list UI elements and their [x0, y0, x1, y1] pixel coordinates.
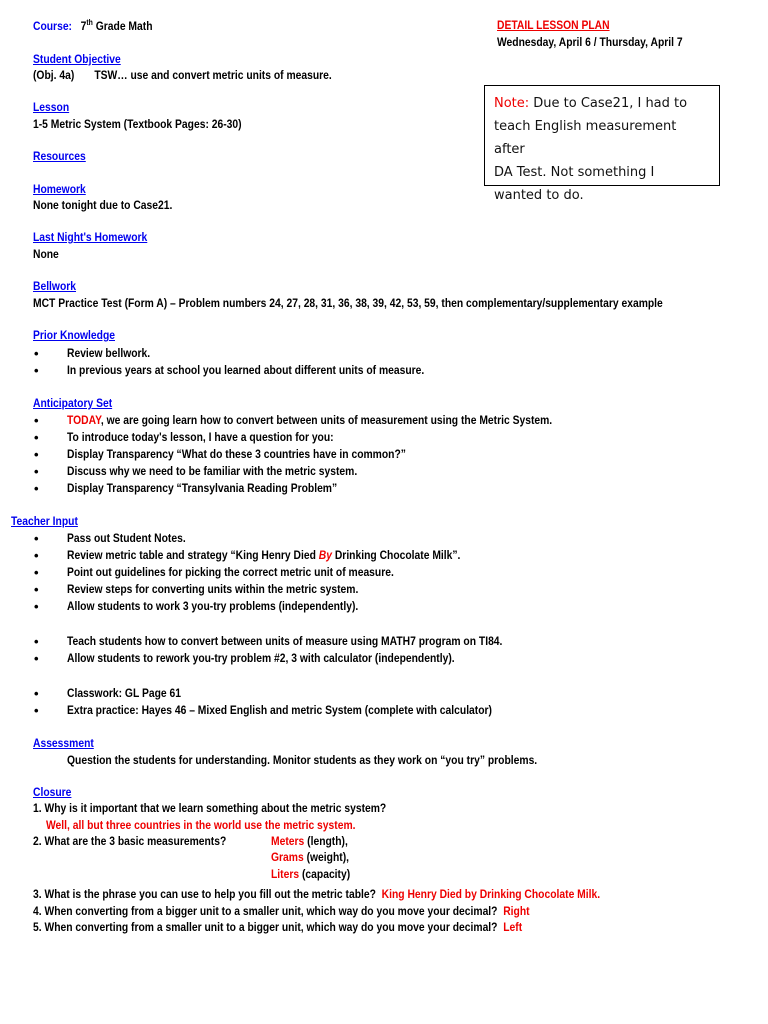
bullet [34, 655, 42, 663]
objective-code: (Obj. 4a) [33, 68, 75, 82]
teacher-input-item: Teach students how to convert between units of measure using MATH7 program on TI84. [67, 634, 503, 648]
prior-item: In previous years at school you learned about different units of measure. [67, 363, 425, 377]
teacher-input-item: Allow students to rework you-try problem #2, 3 with calculator (independently). [67, 651, 455, 665]
closure-heading: Closure [33, 785, 72, 799]
teacher-input-item: Classwork: GL Page 61 [67, 686, 181, 700]
plan-title: DETAIL LESSON PLAN [497, 18, 610, 32]
course-label: Course: [33, 19, 72, 33]
bullet [34, 638, 42, 646]
course-line [33, 18, 172, 33]
closure-q3: 3. What is the phrase you can use to help you fill out the metric table? King Henry Died by Drinking Chocolate Milk. [33, 887, 601, 901]
note-text-3: DA Test. Not something I [494, 165, 655, 180]
anticipatory-item: Display Transparency “Transylvania Reading Problem” [67, 481, 338, 495]
prior-item: Review bellwork. [67, 346, 151, 360]
teacher-input-item: Review steps for converting units within the metric system. [67, 582, 359, 596]
teacher-input-heading: Teacher Input [11, 514, 78, 528]
closure-a4: Right [503, 904, 530, 918]
closure-a1: Well, all but three countries in the world use the metric system. [46, 818, 356, 832]
anticipatory-item: Discuss why we need to be familiar with the metric system. [67, 464, 358, 478]
bullet [34, 707, 42, 715]
teacher-input-item: Extra practice: Hayes 46 – Mixed English and metric System (complete with calculator) [67, 703, 493, 717]
bullet [34, 535, 42, 543]
note-label: Note: [494, 96, 530, 111]
note-box [484, 85, 720, 203]
assessment-text: Question the students for understanding. Monitor students as they work on “you try” problems. [67, 753, 538, 767]
last-homework-text: None [33, 247, 59, 261]
teacher-input-item: Review metric table and strategy “King Henry Died By Drinking Chocolate Milk”. [67, 548, 461, 562]
bullet [34, 434, 42, 442]
bullet [34, 350, 42, 358]
bullet [34, 451, 42, 459]
closure-a3: King Henry Died by Drinking Chocolate Milk. [381, 887, 601, 901]
bullet [34, 690, 42, 698]
homework-text: None tonight due to Case21. [33, 198, 173, 212]
by-highlight: By [318, 548, 332, 562]
anticipatory-item: To introduce today's lesson, I have a question for you: [67, 430, 334, 444]
resources-heading: Resources [33, 149, 86, 163]
course-grade: 7 [80, 19, 87, 33]
anticipatory-item: Display Transparency “What do these 3 countries have in common?” [67, 447, 406, 461]
teacher-input-item: Point out guidelines for picking the correct metric unit of measure. [67, 565, 394, 579]
objective-line [33, 68, 380, 82]
last-homework-heading: Last Night's Homework [33, 230, 148, 244]
lesson-heading: Lesson [33, 100, 70, 114]
bullet [34, 552, 42, 560]
bullet [34, 569, 42, 577]
anticipatory-heading: Anticipatory Set [33, 396, 113, 410]
today-highlight: TODAY [67, 413, 101, 427]
closure-a5: Left [503, 920, 523, 934]
homework-heading: Homework [33, 182, 86, 196]
closure-meters: Meters (length), [271, 834, 348, 848]
bullet [34, 603, 42, 611]
bullet [34, 485, 42, 493]
closure-q4: 4. When converting from a bigger unit to a smaller unit, which way do you move your decimal? Right [33, 904, 530, 918]
closure-liters: Liters (capacity) [271, 867, 351, 881]
objective-text: TSW… use and convert metric units of measure. [94, 68, 332, 82]
plan-dates: Wednesday, April 6 / Thursday, April 7 [497, 35, 683, 49]
prior-heading: Prior Knowledge [33, 328, 115, 342]
closure-grams: Grams (weight), [271, 850, 350, 864]
teacher-input-item: Pass out Student Notes. [67, 531, 186, 545]
course-grade-suffix: th [86, 18, 93, 27]
bullet [34, 417, 42, 425]
note-text-1: Due to Case21, I had to [533, 96, 688, 111]
closure-q1: 1. Why is it important that we learn something about the metric system? [33, 801, 387, 815]
note-text-4: wanted to do. [494, 188, 584, 203]
bullet [34, 367, 42, 375]
bullet [34, 586, 42, 594]
course-subject: Grade Math [95, 19, 153, 33]
bullet [34, 468, 42, 476]
anticipatory-item: TODAY, we are going learn how to convert between units of measurement using the Metric System. [67, 413, 553, 427]
teacher-input-item: Allow students to work 3 you-try problems (independently). [67, 599, 359, 613]
note-text-2: teach English measurement after [494, 119, 677, 157]
objective-heading: Student Objective [33, 52, 121, 66]
assessment-heading: Assessment [33, 736, 94, 750]
closure-q5: 5. When converting from a smaller unit to a bigger unit, which way do you move your decimal? Left [33, 920, 523, 934]
lesson-text: 1-5 Metric System (Textbook Pages: 26-30) [33, 117, 242, 131]
bellwork-text: MCT Practice Test (Form A) – Problem numbers 24, 27, 28, 31, 36, 38, 39, 42, 53, 59, then complementary/supplementary example [33, 296, 663, 310]
closure-q2: 2. What are the 3 basic measurements? [33, 834, 227, 848]
bellwork-heading: Bellwork [33, 279, 77, 293]
